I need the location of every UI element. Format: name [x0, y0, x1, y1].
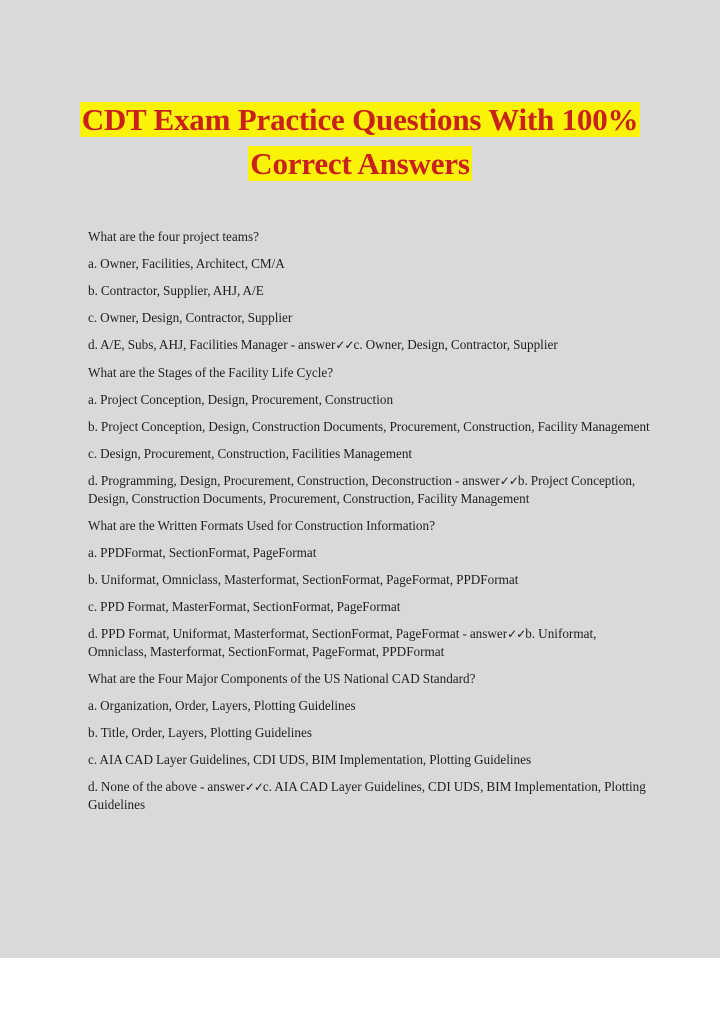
document-title: [0, 101, 720, 189]
option-d: d. PPD Format, Uniformat, Masterformat, SectionFormat, PageFormat: [88, 626, 460, 641]
option-c: c. PPD Format, MasterFormat, SectionFormat, PageFormat: [88, 599, 401, 614]
option-d-with-answer: [88, 625, 653, 660]
option-b: b. Project Conception, Design, Construction Documents, Procurement, Construction, Facility Management: [88, 419, 650, 434]
option-d: d. A/E, Subs, AHJ, Facilities Manager: [88, 337, 288, 352]
correct-answer: b. Project Conception, Design, Construction Documents, Procurement, Construction, Facility Management: [88, 473, 636, 506]
answer-prefix: - answer: [452, 473, 500, 488]
option-b: b. Uniformat, Omniclass, Masterformat, SectionFormat, PageFormat, PPDFormat: [88, 572, 519, 587]
correct-answer: c. AIA CAD Layer Guidelines, CDI UDS, BIM Implementation, Plotting Guidelines: [88, 779, 646, 812]
double-check-icon: ✓✓: [244, 780, 263, 794]
title-line-2: Correct Answers: [250, 146, 470, 181]
answer-prefix: - answer: [459, 626, 508, 641]
title-line-1: CDT Exam Practice Questions With 100%: [81, 102, 639, 137]
answer-prefix: - answer: [197, 779, 245, 794]
option-c: c. Owner, Design, Contractor, Supplier: [88, 310, 293, 325]
option-d-with-answer: [88, 472, 653, 507]
question-block: [88, 364, 653, 507]
question-block: [88, 228, 653, 354]
double-check-icon: ✓✓: [499, 474, 518, 488]
correct-answer: c. Owner, Design, Contractor, Supplier: [353, 337, 558, 352]
question-text: What are the Written Formats Used for Construction Information?: [88, 518, 435, 533]
option-b: b. Contractor, Supplier, AHJ, A/E: [88, 283, 264, 298]
option-c: c. Design, Procurement, Construction, Facilities Management: [88, 446, 413, 461]
question-text: What are the Stages of the Facility Life Cycle?: [88, 365, 334, 380]
correct-answer: b. Uniformat, Omniclass, Masterformat, SectionFormat, PageFormat, PPDFormat: [88, 626, 597, 659]
option-d: d. Programming, Design, Procurement, Construction, Deconstruction: [88, 473, 453, 488]
option-a: a. PPDFormat, SectionFormat, PageFormat: [88, 545, 317, 560]
option-c: c. AIA CAD Layer Guidelines, CDI UDS, BIM Implementation, Plotting Guidelines: [88, 752, 532, 767]
option-d-with-answer: [88, 778, 653, 813]
option-a: a. Organization, Order, Layers, Plotting Guidelines: [88, 698, 356, 713]
answer-prefix: - answer: [287, 337, 336, 352]
question-block: [88, 670, 653, 813]
option-d-with-answer: [88, 336, 653, 354]
double-check-icon: ✓✓: [507, 627, 526, 641]
option-a: a. Owner, Facilities, Architect, CM/A: [88, 256, 285, 271]
double-check-icon: ✓✓: [335, 338, 354, 352]
page-bottom-margin: [0, 958, 720, 1019]
question-list: [88, 228, 653, 823]
option-a: a. Project Conception, Design, Procurement, Construction: [88, 392, 394, 407]
question-text: What are the four project teams?: [88, 229, 259, 244]
option-d: d. None of the above: [88, 779, 198, 794]
option-b: b. Title, Order, Layers, Plotting Guidelines: [88, 725, 312, 740]
question-block: [88, 517, 653, 660]
question-text: What are the Four Major Components of the US National CAD Standard?: [88, 671, 476, 686]
